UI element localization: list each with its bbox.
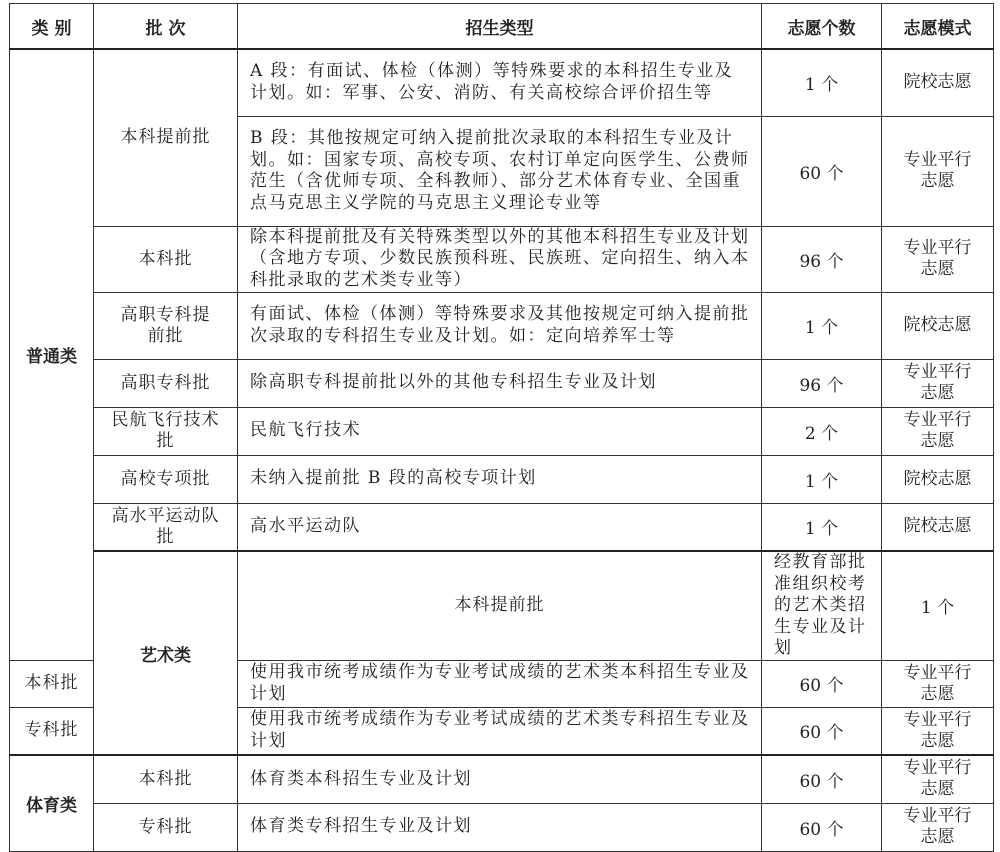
count-cell: 60 个 [762, 660, 882, 707]
type-cell: 除本科提前批及有关特殊类型以外的其他本科招生专业及计划（含地方专项、少数民族预科班、民族班、定向招生、纳入本科批录取的艺术类专业等） [238, 226, 762, 292]
batch-cell: 本科提前批 [238, 551, 762, 660]
header-type: 招生类型 [238, 4, 762, 50]
mode-cell: 院校志愿 [882, 292, 994, 359]
batch-cell: 高职专科批 [94, 359, 238, 407]
mode-cell: 院校志愿 [882, 455, 994, 503]
mode-cell: 专业平行志愿 [882, 803, 994, 851]
table-row [10, 226, 994, 292]
table-row [10, 49, 994, 116]
batch-label: 本科提前批 [120, 127, 211, 148]
batch-cell: 本科批 [94, 755, 238, 803]
batch-cell: 高校专项批 [94, 455, 238, 503]
table-row [10, 359, 994, 407]
type-cell: 未纳入提前批 B 段的高校专项计划 [238, 455, 762, 503]
mode-cell: 专业平行志愿 [882, 660, 994, 707]
batch-cell [94, 292, 238, 359]
count-cell: 96 个 [762, 359, 882, 407]
table-row [10, 755, 994, 803]
type-cell: 体育类专科招生专业及计划 [238, 803, 762, 851]
batch-label: 高职专科提前批 [120, 304, 211, 346]
table-row [10, 803, 994, 851]
batch-cell: 本科批 [10, 660, 94, 707]
count-cell: 1 个 [882, 551, 994, 660]
category-cell-regular: 普通类 [10, 49, 94, 660]
type-cell: 除高职专科提前批以外的其他专科招生专业及计划 [238, 359, 762, 407]
header-row [10, 4, 994, 50]
batch-cell: 专科批 [10, 707, 94, 755]
header-count: 志愿个数 [762, 4, 882, 50]
header-mode: 志愿模式 [882, 4, 994, 50]
count-cell: 60 个 [762, 803, 882, 851]
batch-cell: 专科批 [94, 803, 238, 851]
batch-label: 民航飞行技术批 [111, 410, 220, 451]
mode-cell: 专业平行志愿 [882, 359, 994, 407]
mode-cell: 专业平行志愿 [882, 226, 994, 292]
type-cell: 使用我市统考成绩作为专业考试成绩的艺术类专科招生专业及计划 [238, 707, 762, 755]
batch-cell [94, 407, 238, 455]
type-cell: 体育类本科招生专业及计划 [238, 755, 762, 803]
type-cell: A 段：有面试、体检（体测）等特殊要求的本科招生专业及计划。如：军事、公安、消防、有关高校综合评价招生等 [238, 49, 762, 116]
table-row [10, 455, 994, 503]
mode-cell: 专业平行志愿 [882, 707, 994, 755]
batch-cell: 本科批 [94, 226, 238, 292]
count-cell: 60 个 [762, 755, 882, 803]
count-cell: 60 个 [762, 116, 882, 226]
mode-cell: 专业平行志愿 [882, 116, 994, 226]
category-cell-sports: 体育类 [10, 755, 94, 851]
type-cell: B 段：其他按规定可纳入提前批次录取的本科招生专业及计划。如：国家专项、高校专项、农村订单定向医学生、公费师范生（含优师专项、全科教师）、部分艺术体育专业、全国重点马克思主义学院的马克思主义理论专业等 [238, 116, 762, 226]
type-cell: 高水平运动队 [238, 503, 762, 551]
header-batch: 批 次 [94, 4, 238, 50]
count-cell: 1 个 [762, 49, 882, 116]
batch-label: 高水平运动队批 [111, 505, 220, 547]
mode-cell: 专业平行志愿 [882, 407, 994, 455]
count-cell: 1 个 [762, 503, 882, 551]
count-cell: 60 个 [762, 707, 882, 755]
type-cell: 民航飞行技术 [238, 407, 762, 455]
table-row [10, 551, 994, 660]
admission-table-container [9, 3, 994, 852]
count-cell: 1 个 [762, 292, 882, 359]
type-cell: 有面试、体检（体测）等特殊要求及其他按规定可纳入提前批次录取的专科招生专业及计划。如：定向培养军士等 [238, 292, 762, 359]
category-cell-art: 艺术类 [94, 551, 238, 755]
table-row [10, 292, 994, 359]
type-cell: 经教育部批准组织校考的艺术类招生专业及计划 [762, 551, 882, 660]
count-cell: 1 个 [762, 455, 882, 503]
batch-cell [94, 49, 238, 226]
count-cell: 96 个 [762, 226, 882, 292]
table-row [10, 503, 994, 551]
mode-cell: 院校志愿 [882, 503, 994, 551]
mode-cell: 院校志愿 [882, 49, 994, 116]
admission-plan-table [9, 3, 994, 852]
batch-cell [94, 503, 238, 551]
header-category: 类 别 [10, 4, 94, 50]
table-row [10, 407, 994, 455]
mode-cell: 专业平行志愿 [882, 755, 994, 803]
type-cell: 使用我市统考成绩作为专业考试成绩的艺术类本科招生专业及计划 [238, 660, 762, 707]
count-cell: 2 个 [762, 407, 882, 455]
